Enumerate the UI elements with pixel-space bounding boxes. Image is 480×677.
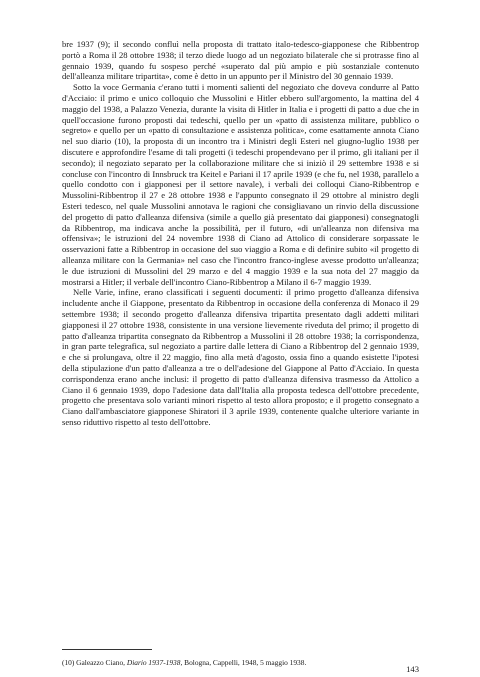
footnote-text-after: , Bologna, Cappelli, 1948, 5 maggio 1938. [180,658,307,667]
footnote-divider [62,649,152,650]
paragraph-germania: Sotto la voce Germania c'erano tutti i momenti salienti del negoziato che doveva condurre al Patto d'Acciaio: il primo e unico colloquio che Mussolini e Hitler ebbero sull'argomento, la mattina del 4 maggio del 1938, a Palazzo Venezia, durante la visita di Hitler in Italia e i progetti di patto a due che in quell'occasione furono proposti dai tedeschi, quello per un «patto di assistenza militare, pubblico o segreto» e quello per un «patto di consultazione e assistenza politica», come esattamente annota Ciano nel suo diario (10), la proposta di un incontro tra i Ministri degli Esteri nel giugno-luglio 1938 per discutere e approfondire l'esame di tali progetti (i tedeschi propendevano per il primo, gli italiani per il secondo); il negoziato separato per la collaborazione militare che si iniziò il 29 settembre 1938 e si concluse con l'incontro di Innsbruck tra Keitel e Pariani il 17 aprile 1939 (e che fu, nel 1938, parallelo a quello condotto con i giapponesi per il settore navale), i verbali dei colloqui Ciano-Ribbentrop e Mussolini-Ribbentrop il 27 e 28 ottobre 1938 e l'appunto consegnato il 29 ottobre al ministro degli Esteri tedesco, nel quale Mussolini annotava le ragioni che consigliavano un rinvio della discussione del progetto di patto d'alleanza difensiva (simile a quello già presentato dai giapponesi) consegnatogli da Ribbentrop, ma indicava anche la possibilità, per il futuro, «di un'alleanza non difensiva ma offensiva»; le istruzioni del 24 novembre 1938 di Ciano ad Attolico di considerare sorpassate le osservazioni fatte a Ribbentrop in occasione del suo viaggio a Roma e di definire subito «il progetto di alleanza militare con la Germania» nel caso che l'incontro franco-inglese avesse prodotto un'alleanza; le due istruzioni di Mussolini del 29 marzo e del 4 maggio 1939 e la sua nota del 27 maggio da mostrarsi a Hitler; il verbale dell'incontro Ciano-Ribbentrop a Milano il 6-7 maggio 1939. [62,82,419,287]
body-text [62,39,419,428]
paragraph-varie: Nelle Varie, infine, erano classificati i seguenti documenti: il primo progetto d'alleanza difensiva includente anche il Giappone, presentato da Ribbentrop in occasione della conferenza di Monaco il 29 settembre 1938; il secondo progetto d'alleanza difensiva tripartita presentato dagli addetti militari giapponesi il 27 ottobre 1938, consistente in una versione lievemente riveduta del primo; il progetto di patto d'alleanza tripartita consegnato da Ribbentrop a Mussolini il 28 ottobre 1938; la corrispondenza, in gran parte telegrafica, sul negoziato a partire dalle lettera di Ciano a Ribbentrop del 2 gennaio 1939, e che si prolungava, oltre il 22 maggio, fino alla metà d'agosto, ossia fino a quando esistette l'ipotesi della stipulazione d'un patto d'alleanza a tre o dell'adesione del Giappone al Patto d'Acciaio. In questa corrispondenza erano anche inclusi: il progetto di patto d'alleanza difensiva trasmesso da Attolico a Ciano il 6 gennaio 1939, dopo l'adesione data dall'Italia alla proposta tedesca dell'ottobre precedente, progetto che presentava solo varianti minori rispetto al testo allora proposto; e il progetto consegnato a Ciano dall'ambasciatore giapponese Shiratori il 3 aprile 1939, contenente qualche ulteriore variante in senso riduttivo rispetto al testo dell'ottobre. [62,287,419,427]
footnote [62,658,419,667]
footnote-book-title: Diario 1937-1938 [126,658,181,667]
footnote-text-before: (10) Galeazzo Ciano, [62,658,127,667]
page-number: 143 [406,664,419,674]
paragraph-continuation: bre 1937 (9); il secondo confluì nella proposta di trattato italo-tedesco-giapponese che Ribbentrop portò a Roma il 28 ottobre 1938; il terzo diede luogo ad un negoziato bilaterale che si protrasse fino al gennaio 1939, quando fu sospeso perché «superato dal più ampio e più sostanziale contenuto dell'alleanza militare tripartita», come è detto in un appunto per il Ministro del 30 gennaio 1939. [62,39,419,82]
